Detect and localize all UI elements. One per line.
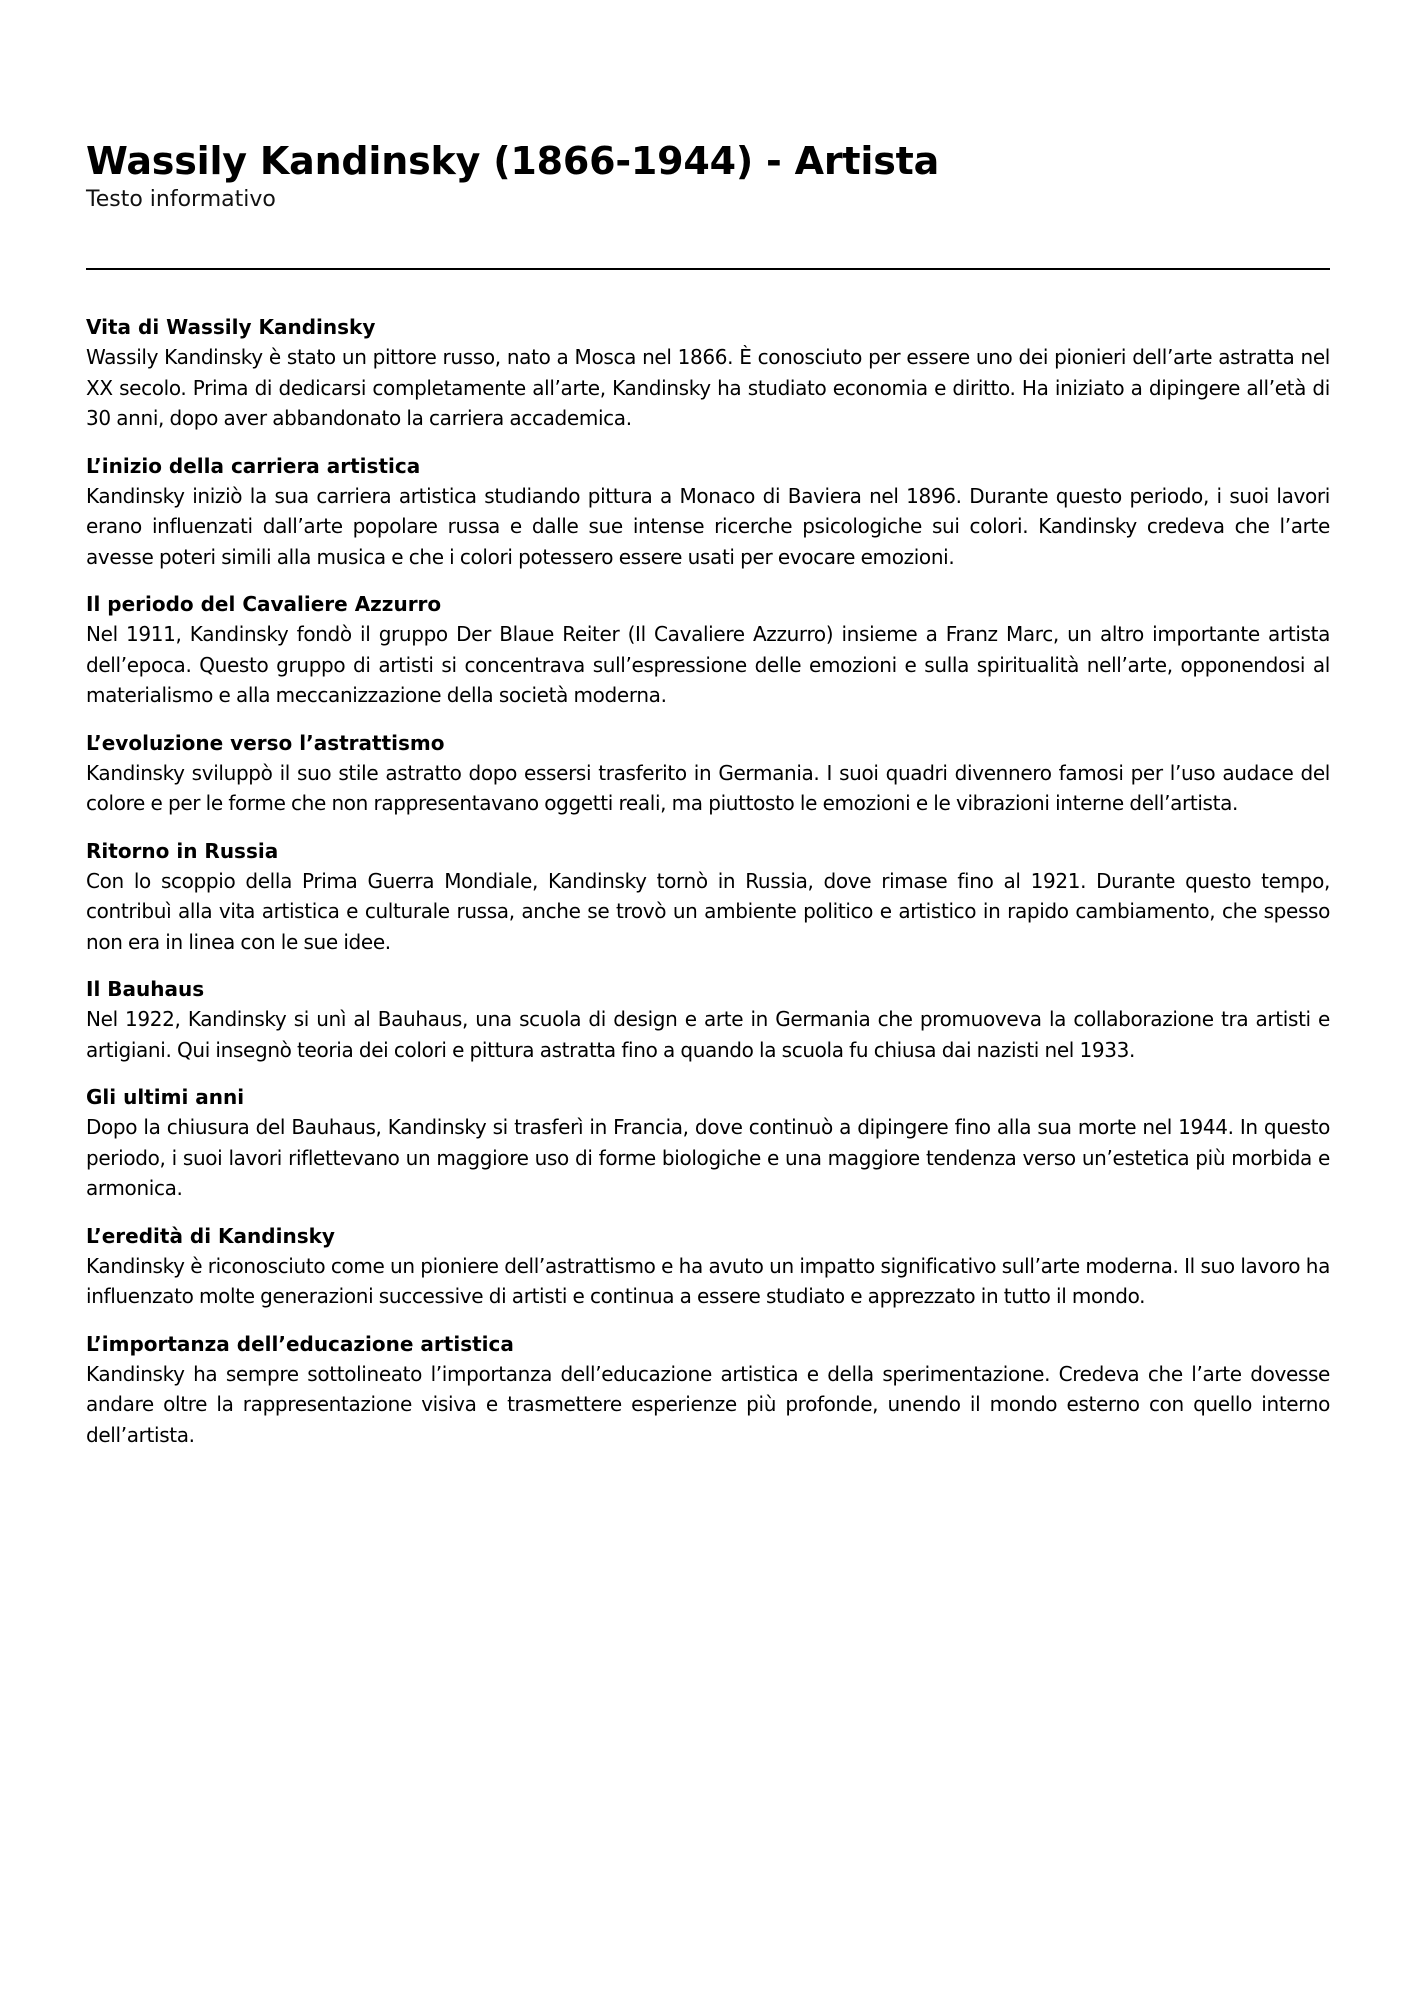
document-content (86, 312, 1330, 1450)
document-page (86, 138, 1330, 1467)
document-title: Wassily Kandinsky (1866-1944) - Artista (86, 139, 940, 183)
document-subtitle: Testo informativo (86, 187, 276, 212)
section-body: Kandinsky iniziò la sua carriera artistica studiando pittura a Monaco di Baviera nel 1896. Durante questo periodo, i suoi lavori erano influenzati dall’arte popolare russa e dalle sue intense ricerche psicologiche sui colori. Kandinsky credeva che l’arte avesse poteri simili alla musica e che i colori potessero essere usati per evocare emozioni. (86, 483, 1330, 569)
section-body: Kandinsky ha sempre sottolineato l’importanza dell’educazione artistica e della sperimentazione. Credeva che l’arte dovesse andare oltre la rappresentazione visiva e trasmettere esperienze più profonde, unendo il mondo esterno con quello interno dell’artista. (86, 1361, 1330, 1447)
section-heading: Il periodo del Cavaliere Azzurro (86, 592, 442, 616)
section-eredita (86, 1221, 1330, 1312)
section-heading: Vita di Wassily Kandinsky (86, 315, 376, 339)
title-divider (86, 268, 1330, 270)
section-astrattismo (86, 728, 1330, 819)
section-bauhaus (86, 974, 1330, 1065)
section-body: Nel 1911, Kandinsky fondò il gruppo Der Blaue Reiter (Il Cavaliere Azzurro) insieme a Franz Marc, un altro importante artista dell’epoca. Questo gruppo di artisti si concentrava sull’espressione delle emozioni e sulla spiritualità nell’arte, opponendosi al materialismo e alla meccanizzazione della società moderna. (86, 622, 1330, 707)
section-heading: L’evoluzione verso l’astrattismo (86, 730, 445, 755)
section-body: Kandinsky sviluppò il suo stile astratto dopo essersi trasferito in Germania. I suoi quadri divennero famosi per l’uso audace del colore e per le forme che non rappresentavano oggetti reali, ma piuttosto le emozioni e le vibrazioni interne dell’artista. (86, 760, 1330, 815)
section-inizio-carriera (86, 451, 1330, 573)
section-ritorno-russia (86, 836, 1330, 958)
section-heading: Ritorno in Russia (86, 838, 279, 863)
section-body: Kandinsky è riconosciuto come un pioniere dell’astrattismo e ha avuto un impatto significativo sull’arte moderna. Il suo lavoro ha influenzato molte generazioni successive di artisti e continua a essere studiato e apprezzato in tutto il mondo. (86, 1253, 1330, 1308)
section-educazione-artistica (86, 1329, 1330, 1451)
section-body: Con lo scoppio della Prima Guerra Mondiale, Kandinsky tornò in Russia, dove rimase fino al 1921. Durante questo tempo, contribuì alla vita artistica e culturale russa, anche se trovò un ambiente politico e artistico in rapido cambiamento, che spesso non era in linea con le sue idee. (86, 868, 1330, 954)
section-vita (86, 312, 1330, 434)
section-heading: Il Bauhaus (86, 977, 205, 1001)
section-heading: L’eredità di Kandinsky (86, 1223, 335, 1248)
section-heading: Gli ultimi anni (86, 1085, 245, 1109)
section-cavaliere-azzurro (86, 589, 1330, 711)
section-body: Dopo la chiusura del Bauhaus, Kandinsky si trasferì in Francia, dove continuò a dipingere fino alla sua morte nel 1944. In questo periodo, i suoi lavori riflettevano un maggiore uso di forme biologiche e una maggiore tendenza verso un’estetica più morbida e armonica. (86, 1115, 1330, 1200)
section-heading: L’importanza dell’educazione artistica (86, 1331, 514, 1356)
section-body: Nel 1922, Kandinsky si unì al Bauhaus, una scuola di design e arte in Germania che promuoveva la collaborazione tra artisti e artigiani. Qui insegnò teoria dei colori e pittura astratta fino a quando la scuola fu chiusa dai nazisti nel 1933. (86, 1007, 1330, 1062)
section-ultimi-anni (86, 1082, 1330, 1204)
section-body: Wassily Kandinsky è stato un pittore russo, nato a Mosca nel 1866. È conosciuto per essere uno dei pionieri dell’arte astratta nel XX secolo. Prima di dedicarsi completamente all’arte, Kandinsky ha studiato economia e diritto. Ha iniziato a dipingere all’età di 30 anni, dopo aver abbandonato la carriera accademica. (86, 345, 1330, 430)
section-heading: L’inizio della carriera artistica (86, 453, 421, 478)
